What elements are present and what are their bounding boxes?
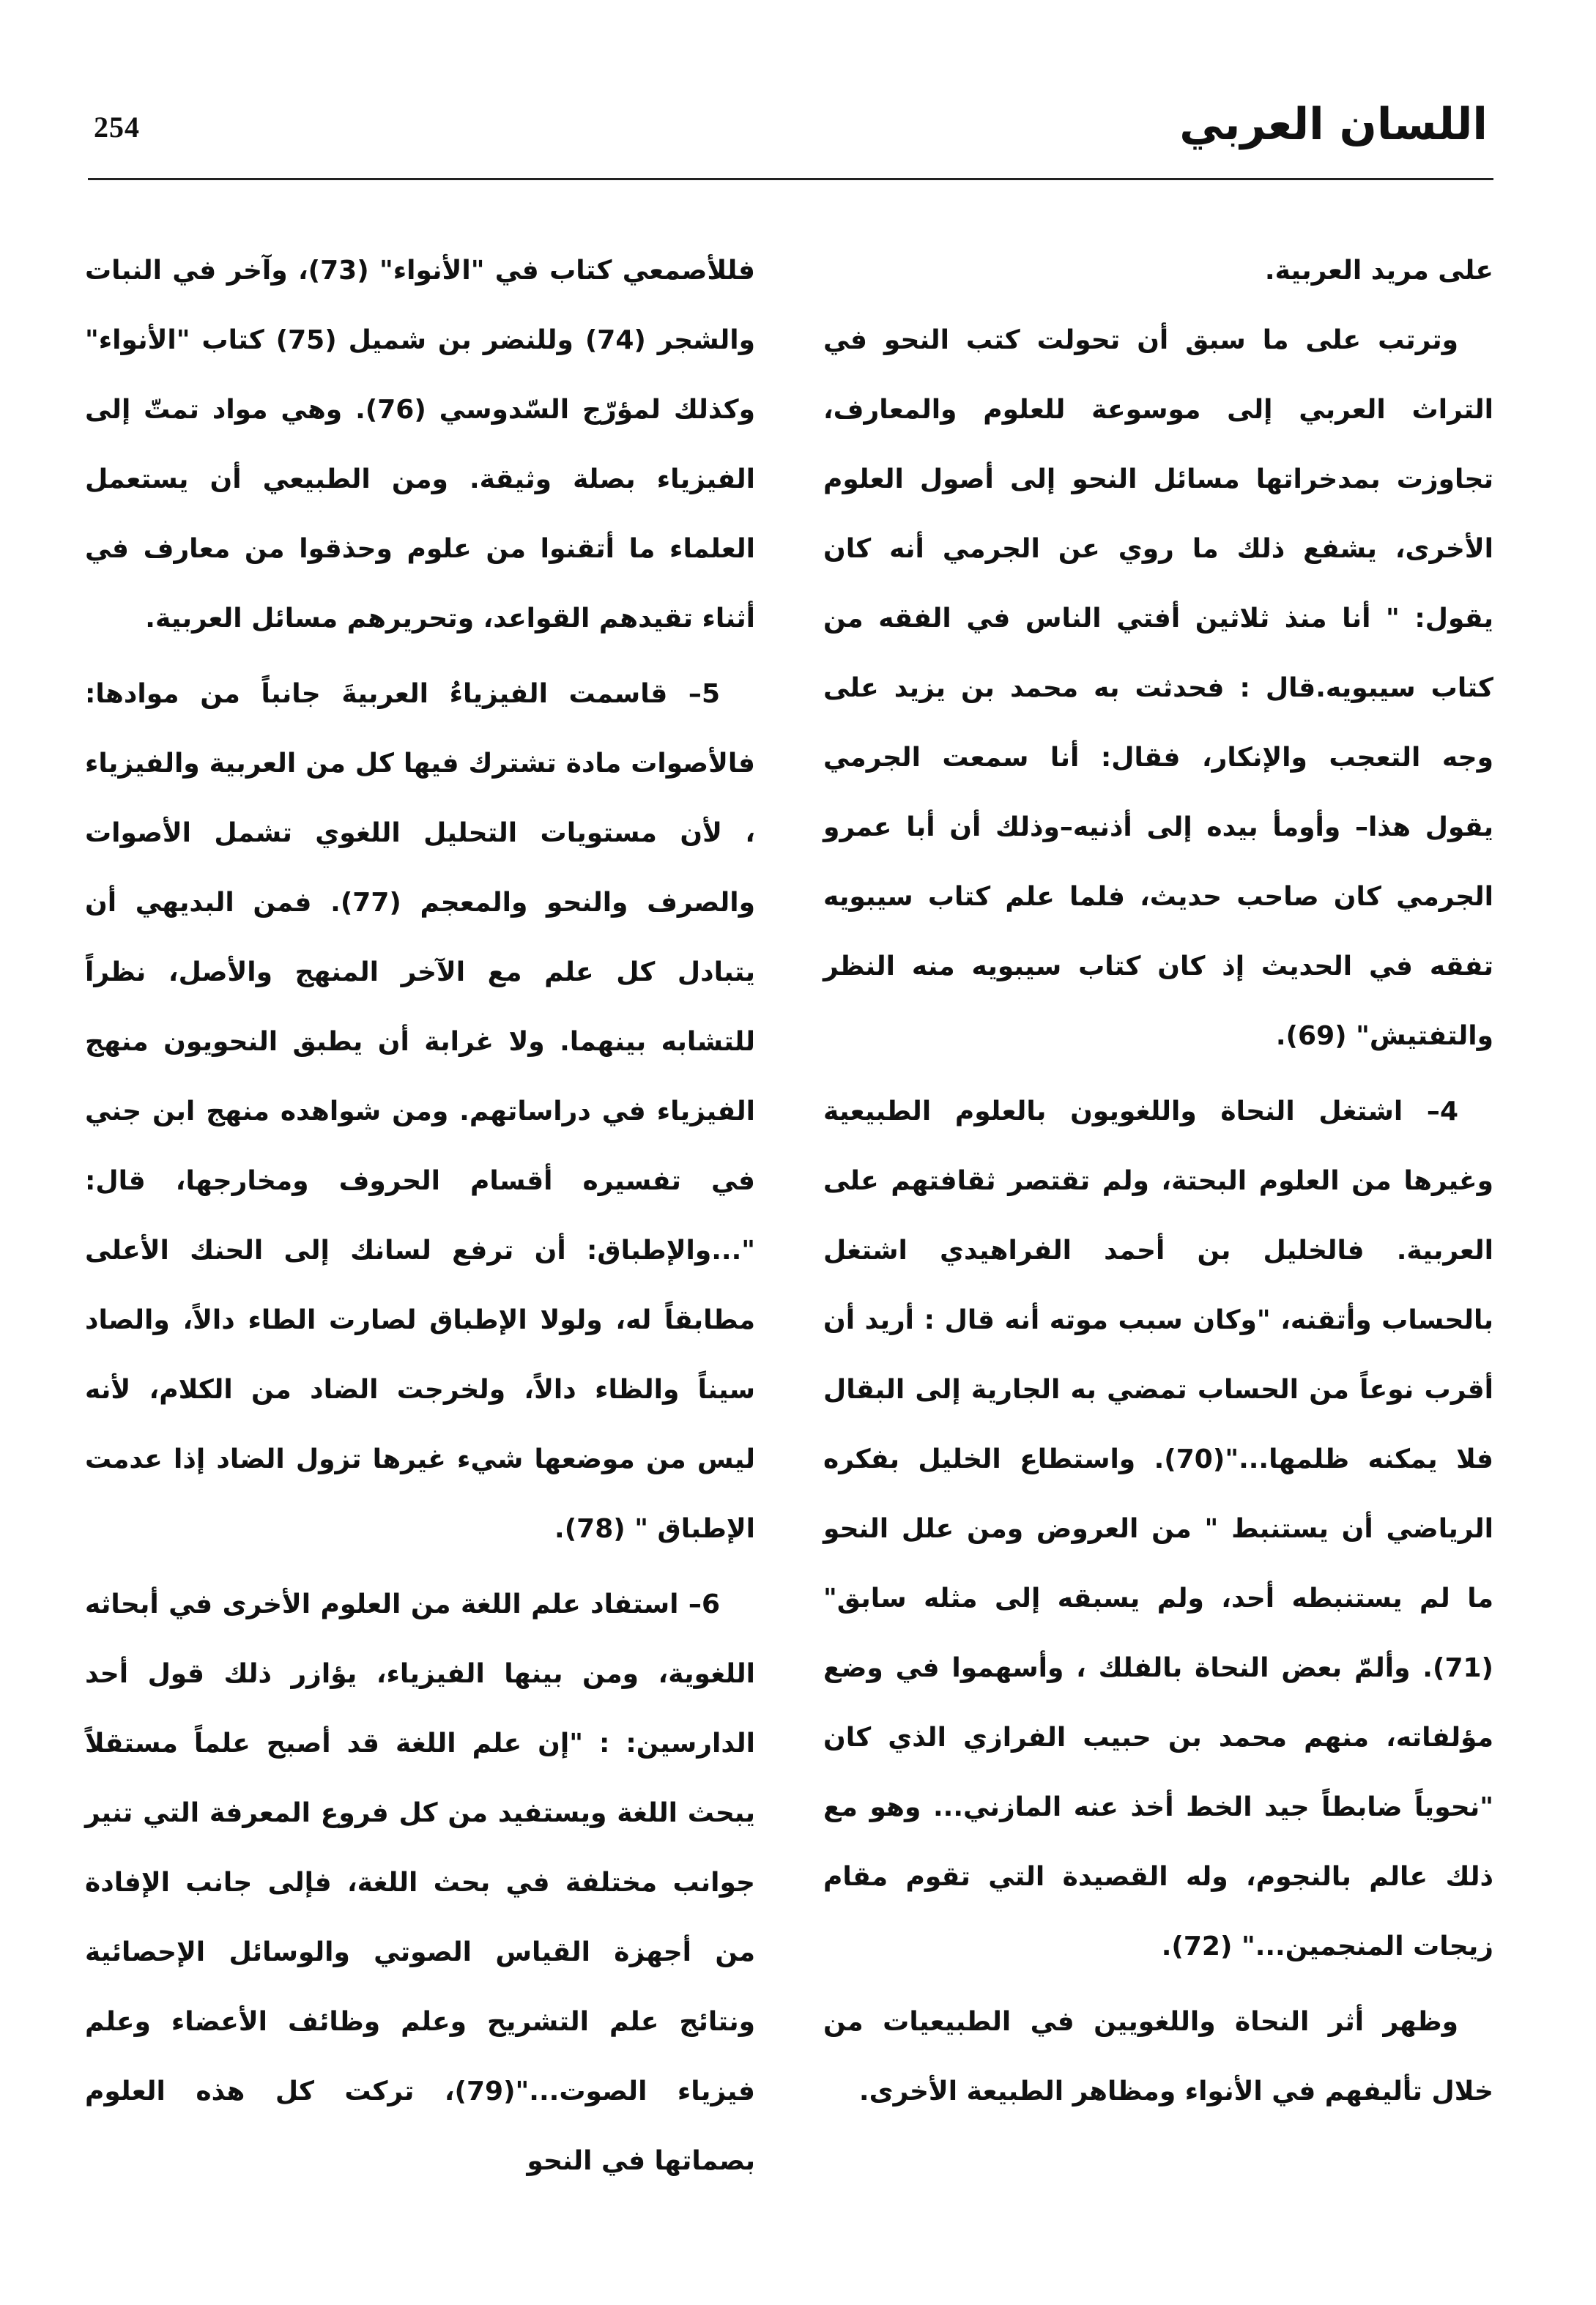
paragraph: 6– استفاد علم اللغة من العلوم الأخرى في أبحاثه اللغوية، ومن بينها الفيزياء، يؤازر ذلك قول أحد الدارسين: : "إن علم اللغة قد أصبح علماً مستقلاً يبحث اللغة ويستفيد من كل فروع المعرفة التي تنير جوانب مختلفة في بحث اللغة، فإلى جانب الإفادة من أجهزة القياس الصوتي والوسائل الإحصائية ونتائج علم التشريح وعلم وظائف الأعضاء وعلم فيزياء الصوت..."(79)، تركت كل هذه العلوم بصماتها في النحو bbox=[85, 1589, 756, 2176]
page-number: 254 bbox=[94, 111, 140, 144]
left-column bbox=[85, 236, 755, 2196]
paragraph: على مريد العربية. bbox=[1264, 256, 1493, 286]
paragraph: وترتب على ما سبق أن تحولت كتب النحو في التراث العربي إلى موسوعة للعلوم والمعارف، تجاوزت بمدخراتها مسائل النحو إلى أصول العلوم الأخرى، يشفع ذلك ما روي عن الجرمي أنه كان يقول: " أنا منذ ثلاثين أفتي الناس في الفقه من كتاب سيبويه.قال : فحدثت به محمد بن يزيد على وجه التعجب والإنكار، فقال: أنا سمعت الجرمي يقول هذا– وأومأ بيده إلى أذنيه–وذلك أن أبا عمرو الجرمي كان صاحب حديث، فلما علم كتاب سيبويه تفقه في الحديث إذ كان كتاب سيبويه منه النظر والتفتيش" (69). bbox=[823, 325, 1493, 1051]
paragraph: 5– قاسمت الفيزياءُ العربيةَ جانباً من موادها: فالأصوات مادة تشترك فيها كل من العربية والفيزياء ، لأن مستويات التحليل اللغوي تشمل الأصوات والصرف والنحو والمعجم (77). فمن البديهي أن يتبادل كل علم مع الآخر المنهج والأصل، نظراً للتشابه بينهما. ولا غرابة أن يطبق النحويون منهج الفيزياء في دراساتهم. ومن شواهده منهج ابن جني في تفسيره أقسام الحروف ومخارجها، قال: "...والإطباق: أن ترفع لسانك إلى الحنك الأعلى مطابقاً له، ولولا الإطباق لصارت الطاء دالاً، والصاد سيناً والظاء دالاً، ولخرجت الضاد من الكلام، لأنه ليس من موضعها شيء غيرها تزول الضاد إذا عدمت الإطباق " (78). bbox=[85, 679, 755, 1544]
paragraph: فللأصمعي كتاب في "الأنواء" (73)، وآخر في النبات والشجر (74) وللنضر بن شميل (75) كتاب "الأنواء" وكذلك لمؤرّج السّدوسي (76). وهي مواد تمتّ إلى الفيزياء بصلة وثيقة. ومن الطبيعي أن يستعمل العلماء ما أتقنوا من علوم وحذقوا من معارف في أثناء تقيدهم القواعد، وتحريرهم مسائل العربية. bbox=[85, 256, 755, 634]
paragraph: وظهر أثر النحاة واللغويين في الطبيعيات من خلال تأليفهم في الأنواء ومظاهر الطبيعة الأخرى. bbox=[823, 2007, 1493, 2107]
paragraph: 4– اشتغل النحاة واللغويون بالعلوم الطبيعية وغيرها من العلوم البحتة، ولم تقتصر ثقافتهم على العربية. فالخليل بن أحمد الفراهيدي اشتغل بالحساب وأتقنه، "وكان سبب موته أنه قال : أريد أن أقرب نوعاً من الحساب تمضي به الجارية إلى البقال فلا يمكنه ظلمها..."(70). واستطاع الخليل بفكره الرياضي أن يستنبط " من العروض ومن علل النحو ما لم يستنبطه أحد، ولم يسبقه إلى مثله سابق"(71). وألمّ بعض النحاة بالفلك ، وأسهموا في وضع مؤلفاته، منهم محمد بن حبيب الفرازي الذي كان "نحوياً ضابطاً جيد الخط أخذ عنه المازني... وهو مع ذلك عالم بالنجوم، وله القصيدة التي تقوم مقام زيجات المنجمين..." (72). bbox=[823, 1096, 1493, 1961]
header-rule bbox=[88, 178, 1493, 180]
journal-title: اللسان العربي bbox=[1179, 99, 1488, 150]
right-column bbox=[823, 236, 1493, 2126]
